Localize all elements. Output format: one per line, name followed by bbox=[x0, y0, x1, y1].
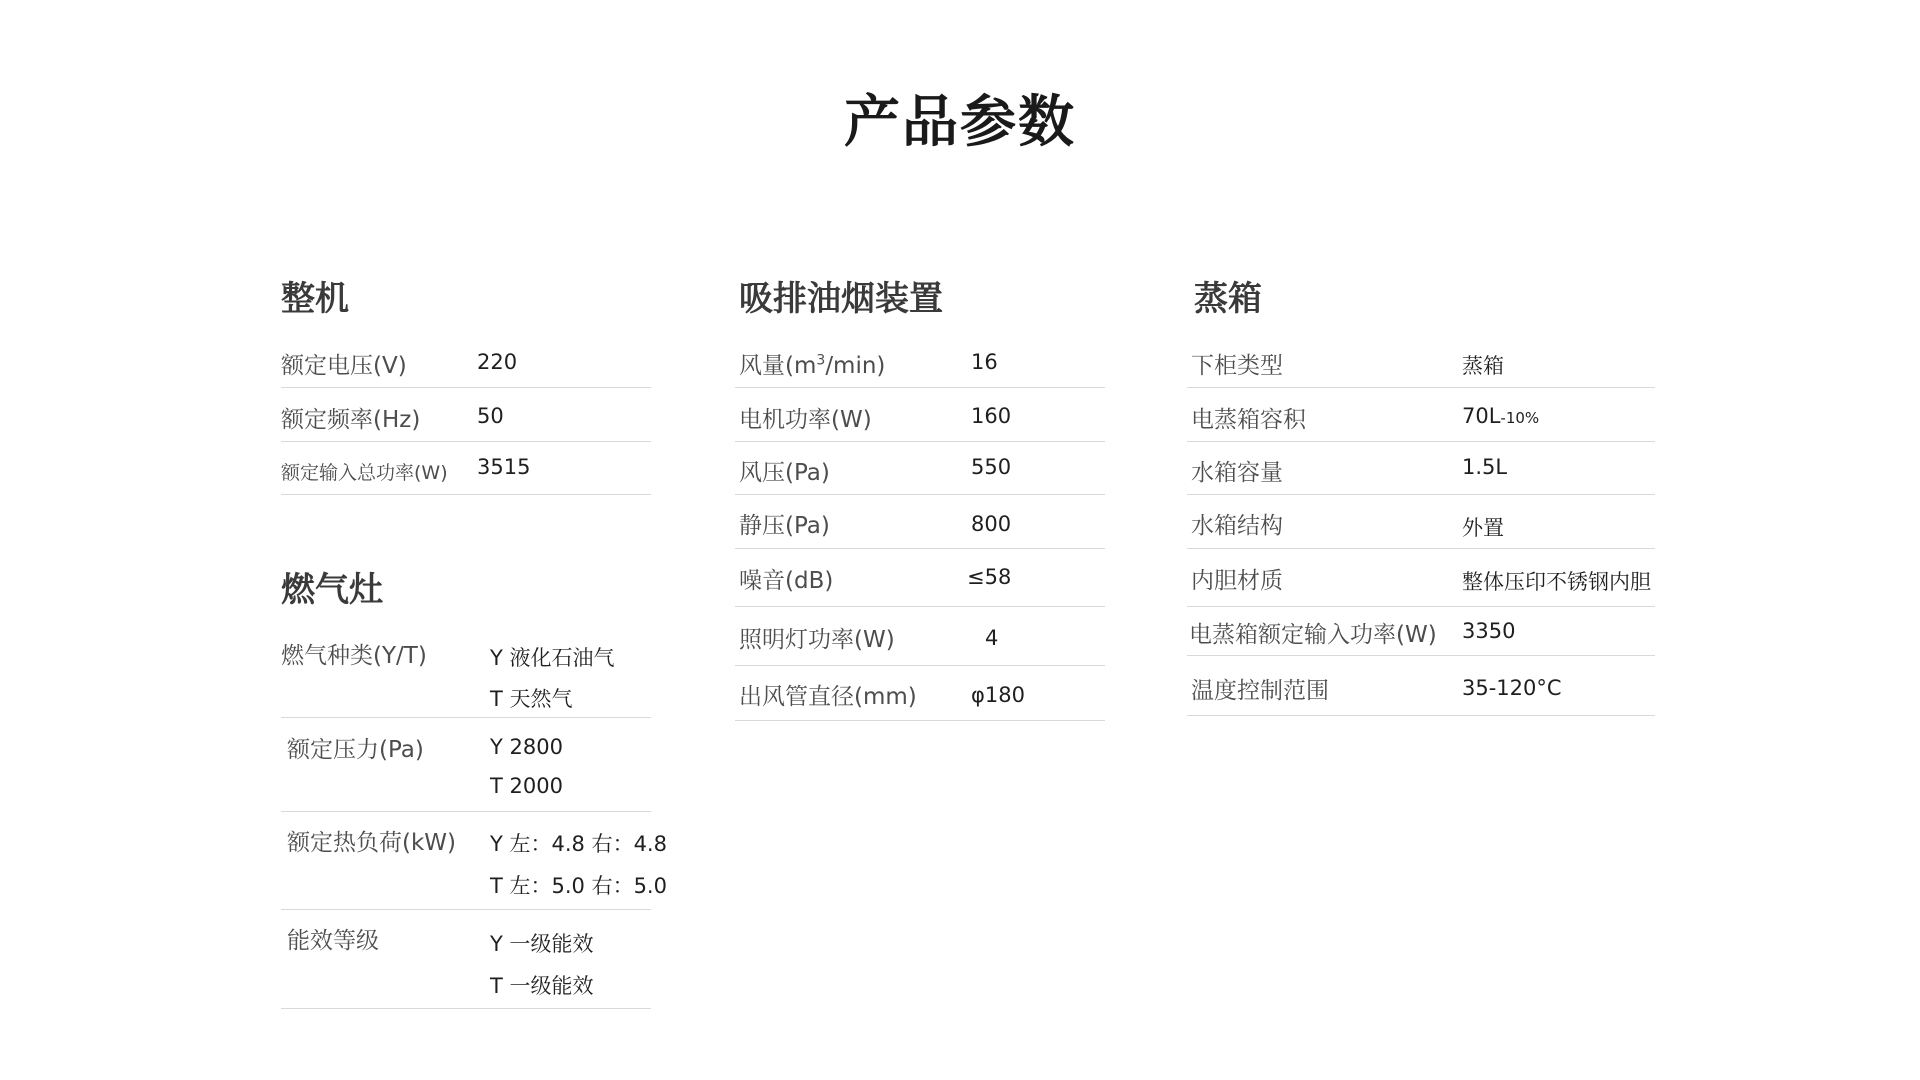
spec-label: 风压(Pa) bbox=[739, 460, 830, 486]
spec-row bbox=[1187, 672, 1655, 716]
spec-row bbox=[281, 635, 651, 718]
spec-row bbox=[1187, 562, 1655, 607]
spec-label: 水箱容量 bbox=[1191, 460, 1283, 486]
spec-row bbox=[281, 822, 667, 910]
section-title: 燃气灶 bbox=[281, 570, 383, 610]
spec-row bbox=[1187, 507, 1655, 549]
spec-value: T 2000 bbox=[490, 774, 563, 798]
spec-label: 额定频率(Hz) bbox=[281, 407, 421, 433]
spec-row bbox=[735, 345, 1105, 388]
spec-value: T 一级能效 bbox=[490, 974, 594, 998]
spec-label: 静压(Pa) bbox=[739, 513, 830, 539]
spec-value: 550 bbox=[971, 455, 1012, 479]
page-title: 产品参数 bbox=[844, 90, 1076, 155]
spec-value: Y 2800 bbox=[490, 735, 563, 759]
spec-row bbox=[281, 399, 651, 442]
spec-value: 50 bbox=[477, 404, 504, 428]
spec-value: 35-120°C bbox=[1462, 676, 1562, 700]
spec-row bbox=[1187, 399, 1655, 442]
spec-value: 3350 bbox=[1462, 619, 1516, 643]
spec-value: 160 bbox=[971, 404, 1012, 428]
spec-value: T 天然气 bbox=[490, 687, 573, 711]
spec-row bbox=[281, 729, 651, 812]
spec-row bbox=[281, 454, 651, 495]
section-title: 整机 bbox=[281, 279, 349, 319]
spec-label: 电机功率(W) bbox=[739, 407, 872, 433]
spec-label: 电蒸箱额定输入功率(W) bbox=[1189, 622, 1437, 648]
spec-row bbox=[281, 922, 651, 1009]
spec-label: 水箱结构 bbox=[1191, 513, 1283, 539]
spec-value: 70L-10% bbox=[1462, 404, 1540, 428]
spec-value: 整体压印不锈钢内胆 bbox=[1462, 570, 1651, 594]
spec-value: 800 bbox=[971, 512, 1012, 536]
spec-label: 噪音(dB) bbox=[739, 568, 834, 594]
spec-row bbox=[281, 345, 651, 388]
spec-row bbox=[735, 507, 1105, 549]
spec-row bbox=[1187, 614, 1655, 656]
spec-value: 蒸箱 bbox=[1462, 354, 1504, 378]
spec-label: 额定热负荷(kW) bbox=[287, 830, 457, 856]
spec-label: 照明灯功率(W) bbox=[739, 627, 895, 653]
spec-row bbox=[1187, 454, 1655, 495]
spec-label: 能效等级 bbox=[287, 928, 379, 954]
spec-row bbox=[735, 562, 1105, 607]
spec-label: 内胆材质 bbox=[1191, 568, 1283, 594]
spec-label: 额定压力(Pa) bbox=[287, 737, 424, 763]
spec-value: φ180 bbox=[971, 683, 1025, 707]
spec-label: 燃气种类(Y/T) bbox=[281, 643, 427, 669]
spec-value: 4 bbox=[985, 626, 999, 650]
spec-row bbox=[1187, 345, 1655, 388]
section-title: 吸排油烟装置 bbox=[739, 279, 943, 319]
spec-value: 外置 bbox=[1462, 516, 1504, 540]
spec-value: 1.5L bbox=[1462, 455, 1508, 479]
spec-label: 额定电压(V) bbox=[281, 353, 407, 379]
spec-label: 风量$(m^3/\min)$ bbox=[739, 352, 886, 379]
spec-value: Y 左：4.8 右：4.8 bbox=[490, 832, 667, 856]
spec-value: 3515 bbox=[477, 455, 531, 479]
spec-label: 电蒸箱容积 bbox=[1191, 407, 1306, 433]
spec-row bbox=[735, 454, 1105, 495]
spec-value: Y 液化石油气 bbox=[490, 646, 615, 670]
spec-label: 下柜类型 bbox=[1191, 353, 1283, 379]
spec-value: 220 bbox=[477, 350, 518, 374]
section-title: 蒸箱 bbox=[1194, 279, 1262, 319]
spec-value: 16 bbox=[971, 350, 998, 374]
spec-label: 温度控制范围 bbox=[1191, 678, 1329, 704]
spec-row bbox=[735, 399, 1105, 442]
spec-label: 出风管直径(mm) bbox=[739, 684, 917, 710]
spec-value: ≤58 bbox=[967, 565, 1012, 589]
spec-row bbox=[735, 619, 1105, 666]
spec-row bbox=[735, 678, 1105, 721]
spec-value: T 左：5.0 右：5.0 bbox=[490, 874, 667, 898]
spec-value: Y 一级能效 bbox=[490, 932, 594, 956]
spec-label: 额定输入总功率(W) bbox=[281, 462, 448, 484]
